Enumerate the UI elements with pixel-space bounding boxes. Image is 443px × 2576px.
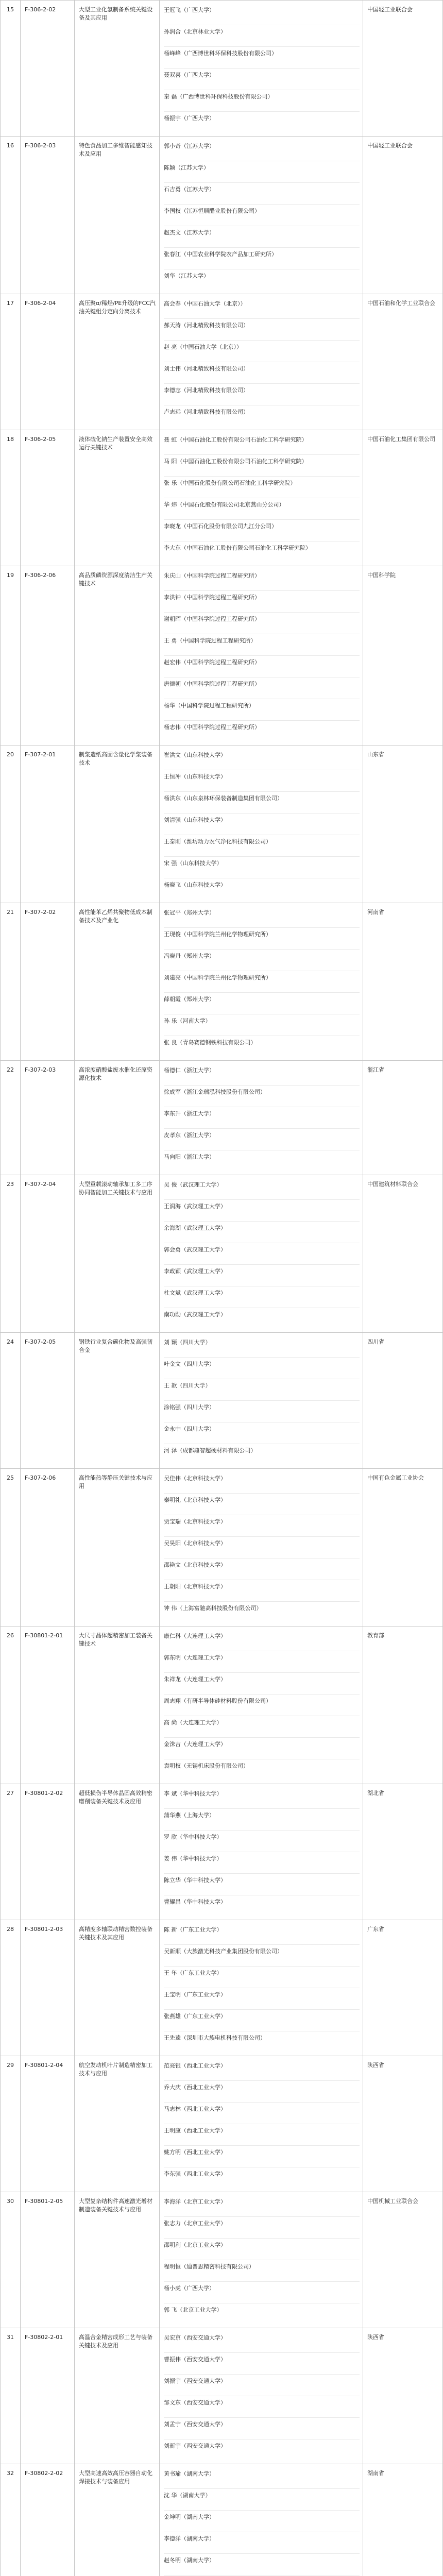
- member-entry: 李东强（西北工业大学）: [164, 2167, 360, 2189]
- project-code: F-30802-2-02: [21, 2464, 75, 2576]
- member-entry: 袁明权（无锡机床股份有限公司）: [164, 1759, 360, 1781]
- member-entry: 秦 磊（广西博世科环保科技股份有限公司）: [164, 90, 360, 112]
- nominating-organization: 湖北省: [363, 1784, 443, 1920]
- member-entry: 叶金文（四川大学）: [164, 1358, 360, 1379]
- table-row: [1, 745, 443, 903]
- member-entry: 高 尚（大连理工大学）: [164, 1716, 360, 1738]
- project-name: 高性能苯乙烯共聚物低成本制备技术及产业化: [75, 903, 160, 1061]
- row-number: 23: [1, 1175, 21, 1333]
- member-entry: 秦明礼（北京科技大学）: [164, 1494, 360, 1515]
- member-entry: 王 年（广东工业大学）: [164, 1967, 360, 1988]
- member-list: [160, 903, 363, 1061]
- member-entry: 杨华（中国科学院过程工程研究所）: [164, 699, 360, 721]
- project-name: 大尺寸晶体超精密加工装备关键技术: [75, 1626, 160, 1784]
- table-row: [1, 2056, 443, 2192]
- member-list: [160, 1, 363, 137]
- member-entry: 薛朝霞（郑州大学）: [164, 993, 360, 1014]
- member-list: [160, 2328, 363, 2464]
- project-code: F-307-2-01: [21, 745, 75, 903]
- member-entry: 唐德朝（中国科学院过程工程研究所）: [164, 677, 360, 699]
- project-code: F-30801-2-04: [21, 2056, 75, 2192]
- member-entry: 孙 乐（河南大学）: [164, 1014, 360, 1036]
- member-list: [160, 294, 363, 430]
- row-number: 31: [1, 2328, 21, 2464]
- project-code: F-306-2-03: [21, 137, 75, 294]
- member-entry: 赵杰文（江苏大学）: [164, 226, 360, 248]
- member-entry: 杨小虎（广西大学）: [164, 2282, 360, 2303]
- member-entry: 张春江（中国农业科学院农产品加工研究所）: [164, 248, 360, 269]
- row-number: 18: [1, 430, 21, 566]
- nominating-organization: 陕西省: [363, 2056, 443, 2192]
- member-entry: 乔大庆（西北工业大学）: [164, 2081, 360, 2103]
- member-entry: 刘新宇（西安交通大学）: [164, 2439, 360, 2461]
- table-row: [1, 1333, 443, 1469]
- nominating-organization: 中国石油和化学工业联合会: [363, 294, 443, 430]
- member-entry: 杨德仁（浙江大学）: [164, 1064, 360, 1086]
- member-entry: 张冠平（郑州大学）: [164, 906, 360, 928]
- member-entry: 孙润合（北京林业大学）: [164, 25, 360, 47]
- table-row: [1, 1175, 443, 1333]
- member-entry: 钟 伟（上海富驰高科技股份有限公司）: [164, 1602, 360, 1623]
- member-entry: 李洪钟（中国科学院过程工程研究所）: [164, 591, 360, 613]
- member-entry: 姚方明（西北工业大学）: [164, 2146, 360, 2167]
- member-entry: 涂铭强（四川大学）: [164, 1401, 360, 1422]
- project-code: F-307-2-03: [21, 1061, 75, 1175]
- member-list: [160, 1784, 363, 1920]
- table-row: [1, 430, 443, 566]
- project-code: F-307-2-05: [21, 1333, 75, 1469]
- member-entry: 王朝阳（北京科技大学）: [164, 1580, 360, 1602]
- project-code: F-307-2-02: [21, 903, 75, 1061]
- member-entry: 李国权（江苏恒顺醋业股份有限公司）: [164, 205, 360, 226]
- member-entry: 李东升（浙江大学）: [164, 1107, 360, 1129]
- member-entry: 郭 飞（北京工业大学）: [164, 2303, 360, 2325]
- project-name: 液体硫化钠生产装置安全高效运行关键技术: [75, 430, 160, 566]
- member-entry: 谢朝晖（中国科学院过程工程研究所）: [164, 613, 360, 634]
- member-entry: 王 勇（中国科学院过程工程研究所）: [164, 634, 360, 656]
- member-entry: 沈 华（湖南大学）: [164, 2489, 360, 2511]
- member-entry: 王冠飞（广西大学）: [164, 4, 360, 25]
- table-row: [1, 1920, 443, 2056]
- member-entry: 刘华（江苏大学）: [164, 269, 360, 291]
- member-entry: 吴新顺（大族激光科技产业集团股份有限公司）: [164, 1945, 360, 1967]
- member-list: [160, 1920, 363, 2056]
- member-entry: 李德洋（湖南大学）: [164, 2532, 360, 2554]
- member-entry: 李政颖（武汉理工大学）: [164, 1265, 360, 1286]
- nominating-organization: 中国石油化工集团有限公司: [363, 430, 443, 566]
- member-entry: 陈立华（华中科技大学）: [164, 1874, 360, 1895]
- member-entry: 刘清强（山东科技大学）: [164, 814, 360, 835]
- member-entry: 赵冬明（湖南大学）: [164, 2554, 360, 2575]
- member-entry: 石吉勇（江苏大学）: [164, 183, 360, 205]
- table-row: [1, 2464, 443, 2576]
- nominating-organization: 中国科学院: [363, 566, 443, 745]
- member-entry: 马志林（西北工业大学）: [164, 2103, 360, 2124]
- project-name: 高品质磷资源深度清洁生产关键技术: [75, 566, 160, 745]
- nominating-organization: 四川省: [363, 1333, 443, 1469]
- nominating-organization: 中国有色金属工业协会: [363, 1469, 443, 1626]
- row-number: 26: [1, 1626, 21, 1784]
- member-entry: 王恒冲（山东科技大学）: [164, 770, 360, 792]
- member-entry: 王先逵（深圳市大族电机科技有限公司）: [164, 2031, 360, 2053]
- project-code: F-307-2-06: [21, 1469, 75, 1626]
- table-row: [1, 566, 443, 745]
- project-code: F-306-2-06: [21, 566, 75, 745]
- member-entry: 张 良（青岛赛德钢铁科技有限公司）: [164, 1036, 360, 1057]
- member-entry: 余海湖（武汉理工大学）: [164, 1222, 360, 1243]
- member-entry: 吴昊阳（北京科技大学）: [164, 1537, 360, 1558]
- member-entry: 吴佳伟（北京科技大学）: [164, 1472, 360, 1494]
- member-entry: 金永中（四川大学）: [164, 1422, 360, 1444]
- member-list: [160, 2464, 363, 2576]
- member-entry: 宋 强（山东科技大学）: [164, 857, 360, 878]
- row-number: 15: [1, 1, 21, 137]
- row-number: 24: [1, 1333, 21, 1469]
- member-entry: 郭东明（大连理工大学）: [164, 1651, 360, 1673]
- nominating-organization: 山东省: [363, 745, 443, 903]
- member-entry: 高会春（中国石油大学（北京））: [164, 297, 360, 319]
- project-name: 超低损伤半导体晶圆高效精密磨削装备关键技术及应用: [75, 1784, 160, 1920]
- row-number: 30: [1, 2192, 21, 2328]
- project-name: 特色食品加工多维智能感知技术及应用: [75, 137, 160, 294]
- member-entry: 曹振伟（西安交通大学）: [164, 2353, 360, 2375]
- project-code: F-30801-2-05: [21, 2192, 75, 2328]
- member-entry: 郭会勇（武汉理工大学）: [164, 1243, 360, 1265]
- member-entry: 王明康（西北工业大学）: [164, 2124, 360, 2146]
- member-entry: 罗 欣（华中科技大学）: [164, 1831, 360, 1852]
- member-entry: 李 斌（华中科技大学）: [164, 1787, 360, 1809]
- member-entry: 曹耀昌（华中科技大学）: [164, 1895, 360, 1917]
- member-entry: 朱祥龙（大连理工大学）: [164, 1673, 360, 1694]
- member-entry: 李海洋（北京工业大学）: [164, 2195, 360, 2217]
- member-entry: 张志力（北京工业大学）: [164, 2217, 360, 2239]
- row-number: 21: [1, 903, 21, 1061]
- project-code: F-307-2-04: [21, 1175, 75, 1333]
- member-entry: 贾宝瑞（北京科技大学）: [164, 1515, 360, 1537]
- table-row: [1, 294, 443, 430]
- member-entry: 华 炜（中国石化股份有限公司北京燕山分公司）: [164, 498, 360, 520]
- member-entry: 王润海（武汉理工大学）: [164, 1200, 360, 1222]
- member-entry: 郝天涛（河北精致科技有限公司）: [164, 319, 360, 341]
- member-entry: 聂 虹（中国石油化工股份有限公司石油化工科学研究院）: [164, 433, 360, 455]
- member-entry: 南功勋（武汉理工大学）: [164, 1308, 360, 1329]
- member-entry: 陈 新（广东工业大学）: [164, 1923, 360, 1945]
- member-entry: 范亮银（西北工业大学）: [164, 2059, 360, 2081]
- project-name: 航空发动机叶片制造精密加工技术与应用: [75, 2056, 160, 2192]
- table-row: [1, 1626, 443, 1784]
- member-list: [160, 2056, 363, 2192]
- row-number: 27: [1, 1784, 21, 1920]
- project-name: 高精度多轴联动精密数控装备关键技术及其应用: [75, 1920, 160, 2056]
- member-entry: 黄书瑜（湖南大学）: [164, 2467, 360, 2489]
- row-number: 16: [1, 137, 21, 294]
- member-list: [160, 1333, 363, 1469]
- project-name: 大型重载滚动轴承加工多工序协同智能加工关键技术与应用: [75, 1175, 160, 1333]
- member-entry: 赵 亮（中国石油大学（北京））: [164, 341, 360, 362]
- member-list: [160, 566, 363, 745]
- table-row: [1, 2192, 443, 2328]
- member-entry: 徐成军（浙江金瑞泓科技股份有限公司）: [164, 1086, 360, 1107]
- table-row: [1, 1, 443, 137]
- member-entry: 王 歆（四川大学）: [164, 1379, 360, 1401]
- table-row: [1, 2328, 443, 2464]
- member-entry: 邹文东（西安交通大学）: [164, 2396, 360, 2418]
- member-entry: 王现俊（中国科学院兰州化学物理研究所）: [164, 928, 360, 950]
- member-list: [160, 430, 363, 566]
- member-entry: 杨振宇（广西大学）: [164, 112, 360, 133]
- project-code: F-30802-2-01: [21, 2328, 75, 2464]
- project-name: 高温合金精密成形工艺与装备关键技术及应用: [75, 2328, 160, 2464]
- member-list: [160, 745, 363, 903]
- project-code: F-30801-2-03: [21, 1920, 75, 2056]
- member-entry: 刘孟宁（西安交通大学）: [164, 2418, 360, 2439]
- member-entry: 杨晓飞（山东科技大学）: [164, 878, 360, 900]
- row-number: 32: [1, 2464, 21, 2576]
- member-entry: 王泰刚（潍坊动力农气净化科技有限公司）: [164, 835, 360, 857]
- row-number: 28: [1, 1920, 21, 2056]
- member-entry: 杨洪东（山东泉林环保装备制造集团有限公司）: [164, 792, 360, 814]
- member-entry: 李德志（河北精致科技有限公司）: [164, 384, 360, 405]
- nominating-organization: 湖南省: [363, 2464, 443, 2576]
- nominating-organization: 陕西省: [363, 2328, 443, 2464]
- row-number: 20: [1, 745, 21, 903]
- row-number: 25: [1, 1469, 21, 1626]
- member-entry: 杨峰峰（广西博世科环保科技股份有限公司）: [164, 47, 360, 69]
- project-name: 大型复杂结构件高速激光增材制造装备关键技术与应用: [75, 2192, 160, 2328]
- member-list: [160, 1175, 363, 1333]
- member-entry: 吴 俊（武汉理工大学）: [164, 1178, 360, 1200]
- project-code: F-306-2-05: [21, 430, 75, 566]
- member-entry: 张 乐（中国石化股份有限公司石油化工科学研究院）: [164, 477, 360, 498]
- member-entry: 金洙吉（大连理工大学）: [164, 1738, 360, 1759]
- project-name: 高浓度硝酸盐废水催化还原资源化技术: [75, 1061, 160, 1175]
- nominating-organization: 中国建筑材料联合会: [363, 1175, 443, 1333]
- member-entry: 刘建亮（中国科学院兰州化学物理研究所）: [164, 971, 360, 993]
- member-entry: 陈颖（江苏大学）: [164, 161, 360, 183]
- member-list: [160, 137, 363, 294]
- member-entry: 康仁科（大连理工大学）: [164, 1630, 360, 1651]
- nominating-organization: 中国轻工业联合会: [363, 1, 443, 137]
- project-name: 制浆造纸高固含量化学浆装备技术: [75, 745, 160, 903]
- project-code: F-30801-2-01: [21, 1626, 75, 1784]
- project-name: 钢铁行业复合碳化物及高强韧合金: [75, 1333, 160, 1469]
- member-entry: 邵明利（北京工业大学）: [164, 2239, 360, 2260]
- member-entry: 李晓龙（中国石化股份有限公司九江分公司）: [164, 520, 360, 541]
- table-row: [1, 1061, 443, 1175]
- member-entry: 河 泽（成都鼎智超硬材料有限公司）: [164, 1444, 360, 1465]
- row-number: 22: [1, 1061, 21, 1175]
- member-entry: 刘士伟（河北精致科技有限公司）: [164, 362, 360, 384]
- member-entry: 皮孝东（浙江大学）: [164, 1129, 360, 1150]
- member-entry: 卢志远（河北精致科技有限公司）: [164, 405, 360, 427]
- member-entry: 蒲华燕（上海大学）: [164, 1809, 360, 1831]
- nominating-organization: 河南省: [363, 903, 443, 1061]
- member-entry: 周志翔（有研半导体硅材料股份有限公司）: [164, 1694, 360, 1716]
- member-entry: 郭小奇（江苏大学）: [164, 140, 360, 161]
- member-entry: 邵艳文（北京科技大学）: [164, 1558, 360, 1580]
- member-entry: 聂双喜（广西大学）: [164, 69, 360, 90]
- member-list: [160, 1469, 363, 1626]
- member-entry: 冯晓丹（郑州大学）: [164, 950, 360, 971]
- project-code: F-306-2-04: [21, 294, 75, 430]
- project-name: 高压聚α/稀烃/PE升级的FCC汽油关键组分定向分离技术: [75, 294, 160, 430]
- member-entry: 马向阳（浙江大学）: [164, 1150, 360, 1172]
- nominating-organization: 中国机械工业联合会: [363, 2192, 443, 2328]
- member-entry: 杜文斌（武汉理工大学）: [164, 1286, 360, 1308]
- member-entry: 马 阳（中国石油化工股份有限公司石油化工科学研究院）: [164, 455, 360, 477]
- project-name: 大型工业化氢制备系统关键设备及其应用: [75, 1, 160, 137]
- row-number: 17: [1, 294, 21, 430]
- member-entry: 姜 伟（华中科技大学）: [164, 1852, 360, 1874]
- project-code: F-30801-2-02: [21, 1784, 75, 1920]
- member-list: [160, 1626, 363, 1784]
- project-code: F-306-2-02: [21, 1, 75, 137]
- member-entry: 程明恒（迪普思精密科技有限公司）: [164, 2260, 360, 2282]
- row-number: 19: [1, 566, 21, 745]
- member-entry: 赵宏伟（中国科学院过程工程研究所）: [164, 656, 360, 677]
- member-entry: 杨志伟（中国科学院过程工程研究所）: [164, 721, 360, 742]
- member-entry: 王宝明（广东工业大学）: [164, 1988, 360, 2010]
- nominating-organization: 教育部: [363, 1626, 443, 1784]
- row-number: 29: [1, 2056, 21, 2192]
- table-row: [1, 1469, 443, 1626]
- member-list: [160, 2192, 363, 2328]
- member-list: [160, 1061, 363, 1175]
- member-entry: 朱庆山（中国科学院过程工程研究所）: [164, 569, 360, 591]
- member-entry: 李大东（中国石油化工股份有限公司石油化工科学研究院）: [164, 541, 360, 563]
- project-name: 大型高速高效高压容器自动化焊接技术与装备应用: [75, 2464, 160, 2576]
- member-entry: 刘 颖（四川大学）: [164, 1336, 360, 1358]
- member-entry: 金坤明（湖南大学）: [164, 2511, 360, 2532]
- table-row: [1, 903, 443, 1061]
- table-row: [1, 1784, 443, 1920]
- member-entry: 崔洪文（山东科技大学）: [164, 749, 360, 770]
- nominating-organization: 广东省: [363, 1920, 443, 2056]
- table-row: [1, 137, 443, 294]
- member-entry: 张燕雄（广东工业大学）: [164, 2010, 360, 2031]
- member-entry: 刘振宇（西安交通大学）: [164, 2375, 360, 2396]
- member-entry: 吴宏京（西安交通大学）: [164, 2331, 360, 2353]
- nominating-organization: 浙江省: [363, 1061, 443, 1175]
- nominating-organization: 中国轻工业联合会: [363, 137, 443, 294]
- project-name: 高性能热等静压关键技术与应用: [75, 1469, 160, 1626]
